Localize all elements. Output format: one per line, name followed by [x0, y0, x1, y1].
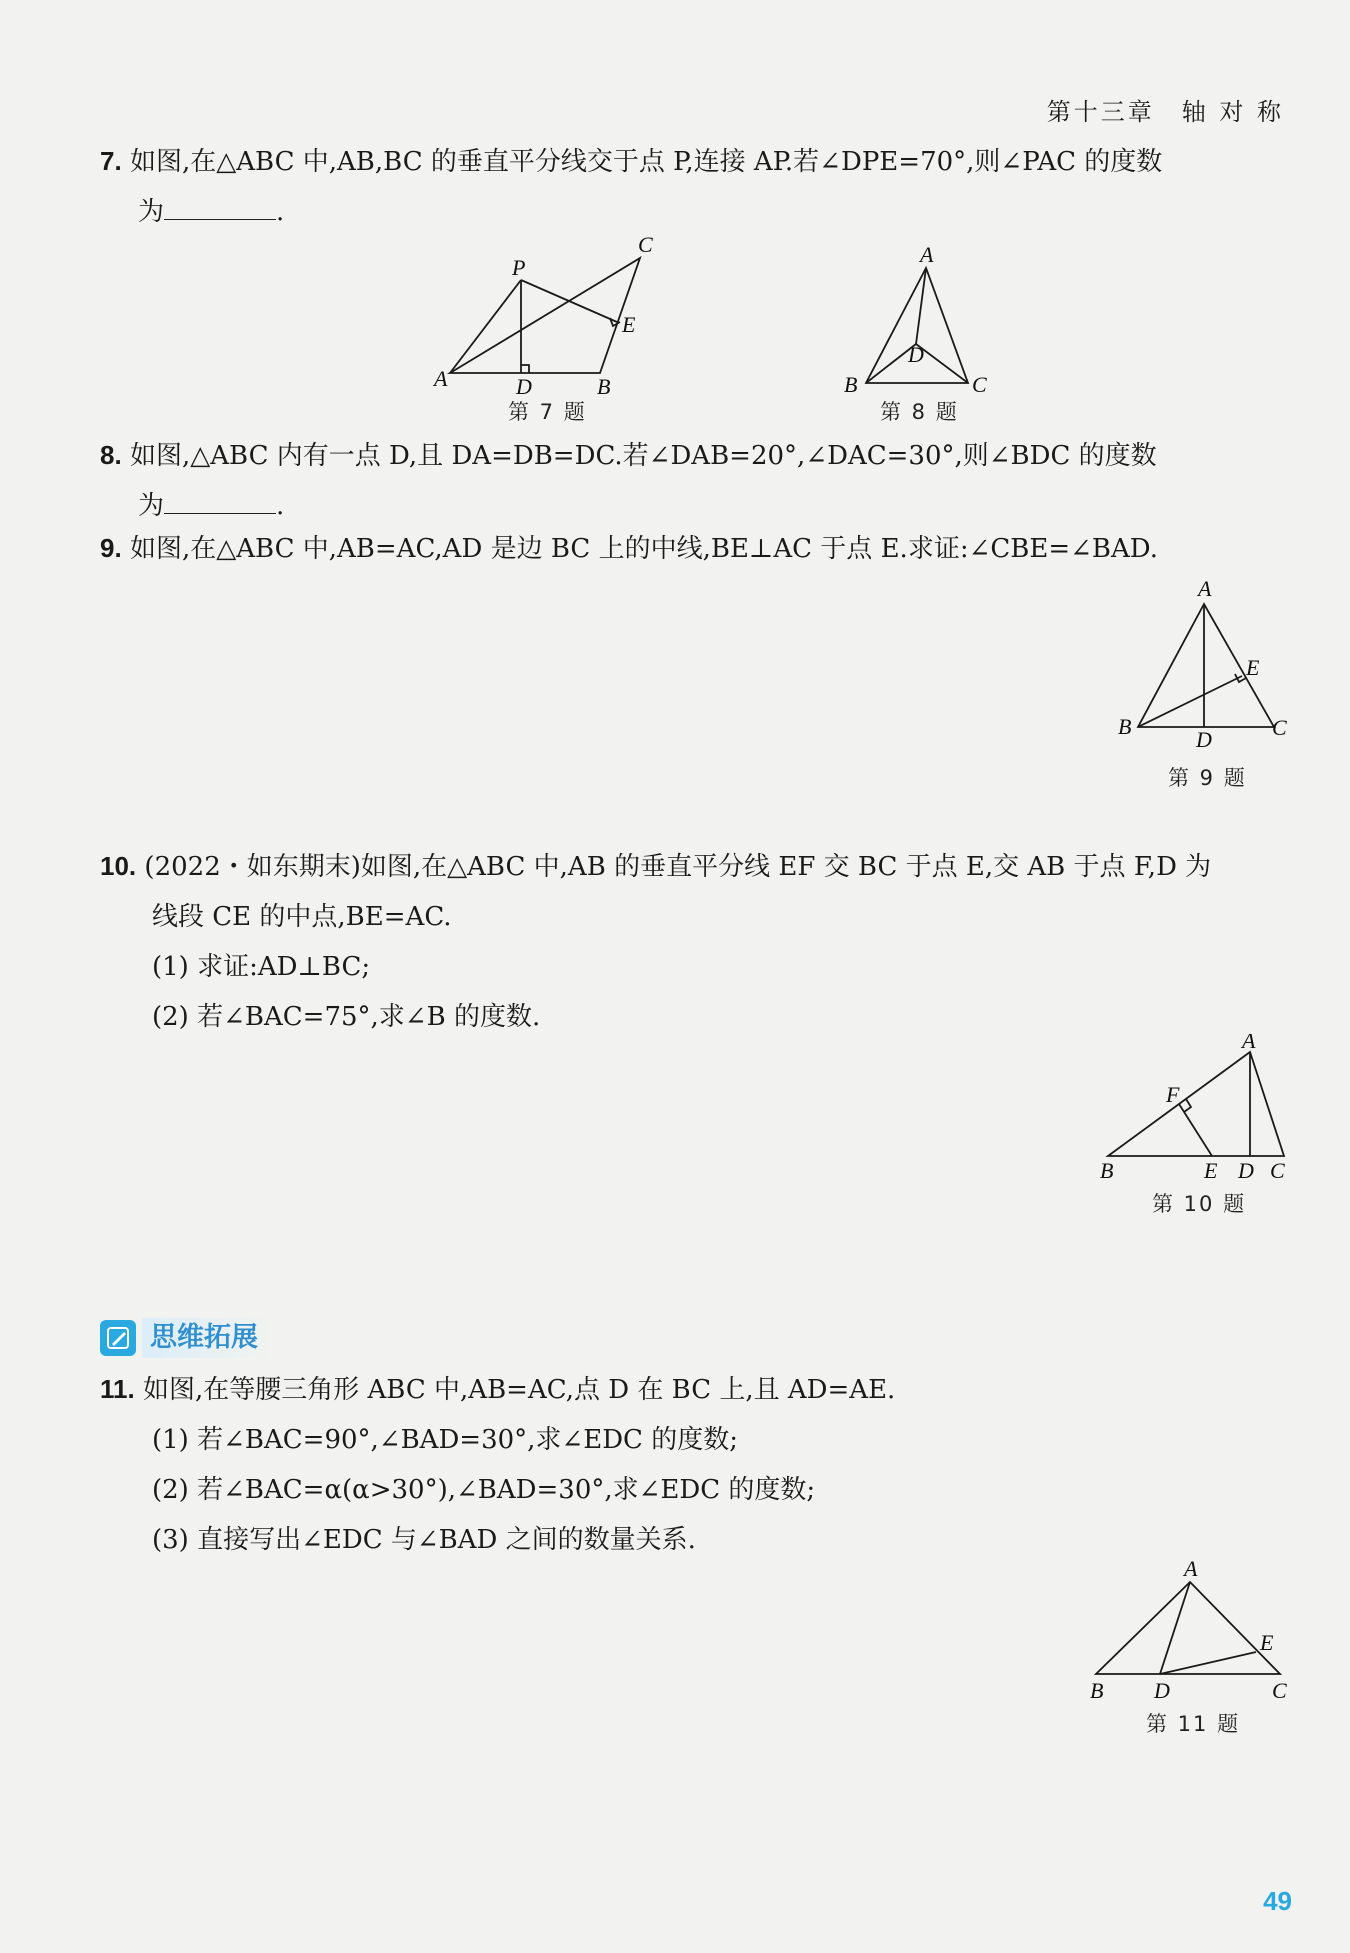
label-b: B [1090, 1678, 1104, 1703]
label-b: B [844, 372, 858, 396]
sub-question-2: (2) 若∠BAC=75°,求∠B 的度数. [152, 1002, 541, 1032]
figure-9-caption: 第 9 题 [1168, 766, 1247, 790]
figure-9 [1112, 572, 1292, 756]
figure-10-caption: 第 10 题 [1152, 1192, 1247, 1216]
question-text-cont: 为 [138, 197, 165, 227]
label-b: B [1118, 714, 1132, 739]
section-title: 思维拓展 [142, 1318, 272, 1358]
question-number: 9. [100, 533, 122, 563]
answer-blank[interactable] [164, 189, 276, 220]
label-f: F [1166, 1082, 1180, 1107]
figure-10 [1092, 1034, 1292, 1188]
chapter-header: 第十三章 轴 对 称 [1046, 98, 1284, 126]
question-text: 如图,在等腰三角形 ABC 中,AB=AC,点 D 在 BC 上,且 AD=AE. [142, 1375, 896, 1405]
label-p: P [512, 255, 526, 280]
label-c: C [972, 372, 987, 396]
label-d: D [1196, 727, 1212, 752]
pencil-paper-icon [100, 1320, 136, 1356]
label-e: E [1204, 1158, 1218, 1183]
label-d: D [1154, 1678, 1170, 1703]
right-angle-mark [521, 365, 529, 373]
question-text: (2022・如东期末)如图,在△ABC 中,AB 的垂直平分线 EF 交 BC 于点 E,交 AB 于点 F,D 为 [144, 852, 1212, 882]
label-c: C [1272, 1678, 1287, 1703]
label-b: B [1100, 1158, 1114, 1183]
label-e: E [1246, 655, 1260, 680]
question-9 [100, 523, 1290, 574]
sub-question-3: (3) 直接写出∠EDC 与∠BAD 之间的数量关系. [152, 1525, 696, 1555]
label-c: C [1272, 715, 1287, 740]
segment-pe [521, 280, 617, 322]
punctuation: . [276, 197, 285, 227]
segment-ap [450, 280, 521, 373]
question-number: 10. [100, 851, 137, 881]
section-header [100, 1318, 272, 1358]
question-7 [100, 136, 1290, 237]
answer-blank[interactable] [164, 483, 276, 514]
figure-8 [838, 246, 998, 400]
question-text: 如图,△ABC 内有一点 D,且 DA=DB=DC.若∠DAB=20°,∠DAC=30°,则∠BDC 的度数 [129, 441, 1157, 471]
label-a: A [920, 246, 934, 267]
label-a: A [1198, 576, 1212, 601]
figure-7-caption: 第 7 题 [508, 400, 587, 424]
segment-de [1160, 1652, 1256, 1674]
label-b: B [597, 374, 611, 398]
figure-8-caption: 第 8 题 [880, 400, 959, 424]
segment-be [1138, 676, 1242, 727]
label-a: A [1184, 1556, 1198, 1581]
question-text-cont: 线段 CE 的中点,BE=AC. [152, 902, 452, 932]
triangle-abc [1096, 1582, 1280, 1674]
label-e: E [622, 312, 636, 337]
punctuation: . [276, 491, 285, 521]
page-number: 49 [1263, 1886, 1292, 1916]
question-number: 11. [100, 1374, 135, 1404]
sub-question-2: (2) 若∠BAC=α(α>30°),∠BAD=30°,求∠EDC 的度数; [152, 1475, 816, 1505]
triangle-abc [450, 258, 640, 373]
label-d: D [516, 374, 532, 398]
figure-7 [430, 228, 670, 402]
label-c: C [1270, 1158, 1285, 1183]
triangle-abc [1108, 1052, 1284, 1156]
question-text: 如图,在△ABC 中,AB,BC 的垂直平分线交于点 P,连接 AP.若∠DPE=70°,则∠PAC 的度数 [129, 147, 1163, 177]
question-text-cont: 为 [138, 491, 165, 521]
label-a: A [1242, 1034, 1256, 1053]
label-d: D [908, 342, 924, 367]
question-text: 如图,在△ABC 中,AB=AC,AD 是边 BC 上的中线,BE⊥AC 于点 E.求证:∠CBE=∠BAD. [129, 534, 1158, 564]
question-10 [100, 841, 1290, 1042]
right-angle-mark [1184, 1099, 1191, 1112]
sub-question-1: (1) 求证:AD⊥BC; [152, 952, 371, 982]
label-d: D [1238, 1158, 1254, 1183]
label-e: E [1260, 1630, 1274, 1655]
sub-question-1: (1) 若∠BAC=90°,∠BAD=30°,求∠EDC 的度数; [152, 1425, 738, 1455]
label-c: C [638, 232, 653, 257]
label-a: A [434, 366, 448, 391]
question-8 [100, 430, 1290, 531]
figure-11-caption: 第 11 题 [1146, 1712, 1241, 1736]
question-11 [100, 1364, 1290, 1565]
question-number: 8. [100, 440, 122, 470]
question-number: 7. [100, 146, 122, 176]
figure-11 [1080, 1556, 1300, 1720]
